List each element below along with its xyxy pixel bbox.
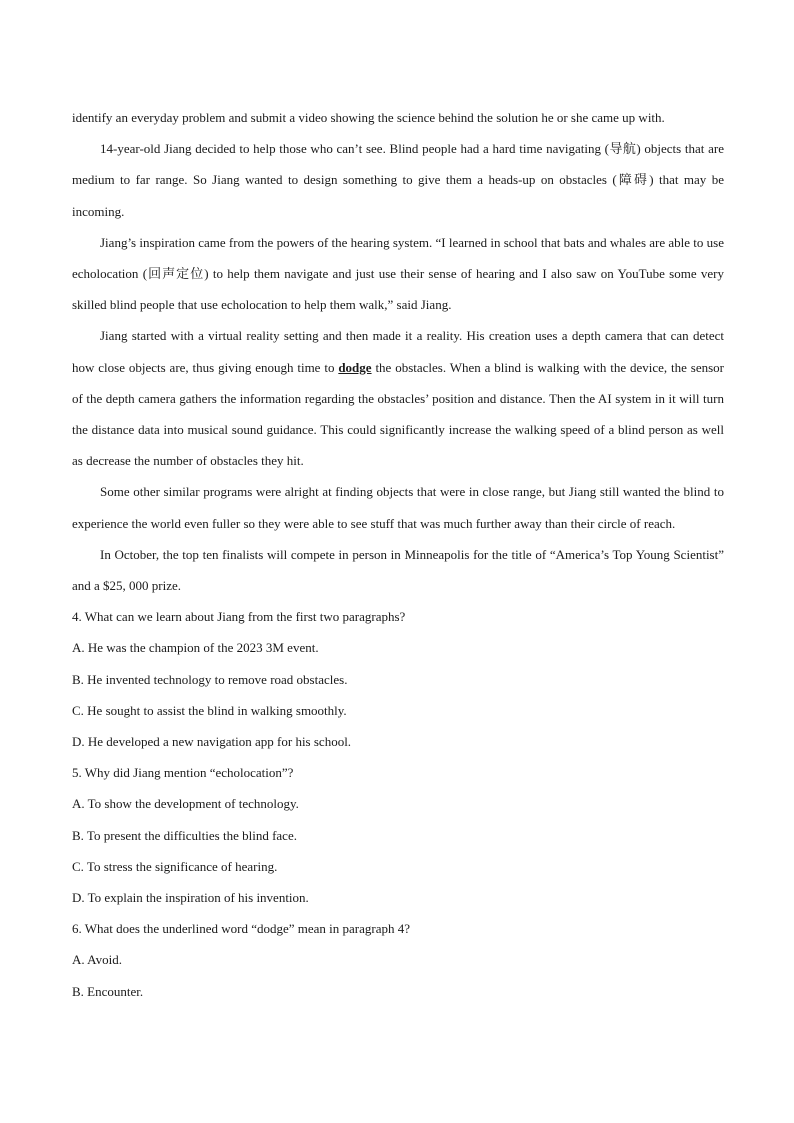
question-stem: 5. Why did Jiang mention “echolocation”? xyxy=(72,765,294,781)
answer-option: A. To show the development of technology. xyxy=(72,796,299,812)
question-6 xyxy=(72,913,724,1007)
passage-paragraph-5: In October, the top ten finalists will compete in person in Minneapolis for the title of “America’s Top Young Scientist” and a $25, 000 prize. xyxy=(72,546,724,594)
passage-paragraph-3 xyxy=(72,320,724,476)
passage-paragraph-0: identify an everyday problem and submit a video showing the science behind the solution he or she came up with. xyxy=(72,110,665,125)
underlined-word-dodge: dodge xyxy=(338,359,372,375)
document-page xyxy=(72,102,724,1007)
answer-option: C. He sought to assist the blind in walking smoothly. xyxy=(72,702,347,718)
answer-option: A. Avoid. xyxy=(72,952,122,968)
question-stem: 4. What can we learn about Jiang from the first two paragraphs? xyxy=(72,609,406,625)
answer-option: D. To explain the inspiration of his invention. xyxy=(72,890,309,906)
answer-option: C. To stress the significance of hearing. xyxy=(72,858,278,874)
answer-option: A. He was the champion of the 2023 3M event. xyxy=(72,640,319,656)
answer-option: B. Encounter. xyxy=(72,983,144,999)
question-5 xyxy=(72,757,724,913)
paragraph-3-text-after: the obstacles. When a blind is walking with the device, the sensor of the depth camera gathers the information regarding the obstacles’ position and distance. Then the AI system in it will turn the distance data into musical sound guidance. This could significantly increase the walking speed of a blind person as well as decrease the number of obstacles they hit. xyxy=(72,359,724,469)
paragraph-3-text-before: Jiang started with a virtual reality setting and then made it a reality. His creation uses a depth camera that can detect how close objects are, thus giving enough time to xyxy=(72,328,724,375)
question-stem: 6. What does the underlined word “dodge” mean in paragraph 4? xyxy=(72,921,410,937)
question-4 xyxy=(72,601,724,757)
passage-paragraph-1: 14-year-old Jiang decided to help those who can’t see. Blind people had a hard time navigating (导航) objects that are medium to far range. So Jiang wanted to design something to give them a heads-up on obstacles (障碍) that may be incoming. xyxy=(72,141,724,219)
passage-paragraph-2: Jiang’s inspiration came from the powers of the hearing system. “I learned in school that bats and whales are able to use echolocation (回声定位) to help them navigate and just use their sense of hearing and I also saw on YouTube some very skilled blind people that use echolocation to help them walk,” said Jiang. xyxy=(72,234,724,313)
passage-paragraph-4: Some other similar programs were alright at finding objects that were in close range, but Jiang still wanted the blind to experience the world even fuller so they were able to see stuff that was much further away than their circle of reach. xyxy=(72,484,724,531)
answer-option: B. He invented technology to remove road obstacles. xyxy=(72,671,348,687)
answer-option: B. To present the difficulties the blind face. xyxy=(72,827,297,843)
answer-option: D. He developed a new navigation app for his school. xyxy=(72,734,352,750)
